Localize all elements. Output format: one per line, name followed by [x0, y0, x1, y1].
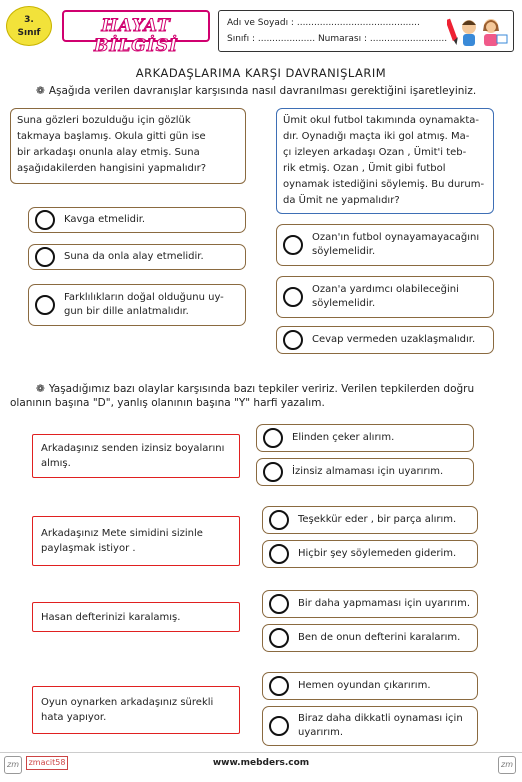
footer-divider	[0, 752, 522, 753]
option-text: söylemelidir.	[312, 298, 376, 309]
situation-box	[32, 602, 240, 632]
situation-text: Arkadaşınız Mete simidini sizinle	[41, 528, 203, 539]
children-illustration-icon	[447, 13, 509, 49]
answer-circle[interactable]	[35, 247, 55, 267]
option-text: söylemelidir.	[312, 246, 376, 257]
answer-circle[interactable]	[263, 428, 283, 448]
reaction-option[interactable]	[256, 424, 474, 452]
story-line: dır. Oynadığı maçta iki gol atmış. Ma-	[283, 131, 470, 142]
option-text: gun bir dille anlatmalıdır.	[64, 306, 189, 317]
answer-circle[interactable]	[269, 594, 289, 614]
story-line: çı izleyen arkadaşı Ozan , Ümit'i teb-	[283, 147, 467, 158]
option-text: Cevap vermeden uzaklaşmalıdır.	[312, 334, 476, 345]
story-box-right	[276, 108, 494, 214]
class-label: Sınıfı :	[227, 34, 255, 44]
section1-instruction	[36, 84, 522, 98]
situation-box	[32, 516, 240, 566]
answer-circle[interactable]	[269, 716, 289, 736]
option-text: Kavga etmelidir.	[64, 214, 146, 225]
reaction-option[interactable]	[262, 590, 478, 618]
situation-text: hata yapıyor.	[41, 712, 107, 723]
name-line	[227, 18, 420, 28]
corner-logo-right: zm	[498, 756, 516, 774]
option-text: Ozan'a yardımcı olabileceğini	[312, 284, 459, 295]
reaction-text: Biraz daha dikkatli oynaması için	[298, 713, 463, 724]
situation-text: almış.	[41, 458, 71, 469]
story-line: da Ümit ne yapmalıdır?	[283, 195, 400, 206]
answer-circle[interactable]	[35, 210, 55, 230]
situation-box	[32, 686, 240, 734]
answer-option[interactable]	[276, 224, 494, 266]
option-text: Suna da onla alay etmelidir.	[64, 251, 204, 262]
name-label: Adı ve Soyadı :	[227, 18, 294, 28]
answer-circle[interactable]	[283, 287, 303, 307]
corner-logo-left: zm	[4, 756, 22, 774]
number-field[interactable]: ...........................	[369, 34, 448, 44]
reaction-option[interactable]	[262, 506, 478, 534]
answer-circle[interactable]	[283, 235, 303, 255]
reaction-option[interactable]	[262, 624, 478, 652]
grade-number: 3.	[24, 15, 34, 25]
reaction-option[interactable]	[262, 540, 478, 568]
section1-instruction-text: Aşağıda verilen davranışlar karşısında nasıl davranılması gerektiğini işaretleyiniz.	[48, 85, 477, 97]
story-line: bir arkadaşı onunla alay etmiş. Suna	[17, 147, 200, 158]
situation-text: Oyun oynarken arkadaşınız sürekli	[41, 697, 214, 708]
number-label: Numarası :	[317, 34, 367, 44]
grade-badge	[6, 6, 52, 46]
subject-title: HAYAT BİLGİSİ	[94, 16, 178, 56]
reaction-text: Ben de onun defterini karalarım.	[298, 632, 461, 643]
reaction-text: Bir daha yapmaması için uyarırım.	[298, 598, 471, 609]
situation-text: Hasan defterinizi karalamış.	[41, 611, 181, 623]
reaction-text: Elinden çeker alırım.	[292, 432, 395, 443]
flower-bullet-icon: ❁	[36, 85, 45, 97]
reaction-option[interactable]	[262, 672, 478, 700]
reaction-text: Hemen oyundan çıkarırım.	[298, 680, 431, 691]
subject-title-box	[62, 10, 210, 56]
flower-bullet-icon: ❁	[36, 383, 45, 395]
answer-circle[interactable]	[283, 330, 303, 350]
answer-option[interactable]	[28, 284, 246, 326]
answer-option[interactable]	[28, 244, 246, 270]
worksheet-title: ARKADAŞLARIMA KARŞI DAVRANIŞLARIM	[135, 66, 387, 80]
answer-circle[interactable]	[269, 628, 289, 648]
answer-circle[interactable]	[269, 676, 289, 696]
reaction-option[interactable]	[256, 458, 474, 486]
grade-label: Sınıf	[17, 28, 41, 38]
answer-circle[interactable]	[263, 462, 283, 482]
footer-url[interactable]: www.mebders.com	[212, 758, 310, 768]
class-number-line	[227, 34, 447, 44]
class-field[interactable]: ....................	[257, 34, 316, 44]
section2-instruction-text: olanının başına "D", yanlış olanının başına "Y" harfi yazalım.	[10, 397, 325, 409]
reaction-option[interactable]	[262, 706, 478, 746]
answer-circle[interactable]	[269, 510, 289, 530]
situation-text: paylaşmak istiyor .	[41, 543, 136, 554]
story-box-left	[10, 108, 246, 184]
section2-instruction	[10, 382, 512, 410]
reaction-text: Hiçbir şey söylemeden giderim.	[298, 548, 457, 559]
story-line: Suna gözleri bozulduğu için gözlük	[17, 115, 191, 126]
option-text: Ozan'ın futbol oynayamayacağını	[312, 232, 480, 243]
story-line: Ümit okul futbol takımında oynamakta-	[283, 115, 479, 126]
section2-instruction-text: Yaşadığımız bazı olaylar karşısında bazı tepkiler veririz. Verilen tepkilerden doğru	[48, 383, 475, 395]
name-field[interactable]: ...........................................	[296, 18, 420, 28]
answer-option[interactable]	[28, 207, 246, 233]
story-line: rik etmiş. Ozan , Ümit gibi futbol	[283, 163, 446, 174]
story-line: aşağıdakilerden hangisini yapmalıdır?	[17, 163, 207, 174]
answer-circle[interactable]	[269, 544, 289, 564]
situation-text: Arkadaşınız senden izinsiz boyalarını	[41, 443, 225, 454]
student-info-box	[218, 10, 514, 52]
reaction-text: İzinsiz almaması için uyarırım.	[292, 466, 444, 477]
reaction-text: uyarırım.	[298, 727, 344, 738]
option-text: Farklılıkların doğal olduğunu uy-	[64, 292, 224, 303]
story-line: takmaya başlamış. Okula gitti gün ise	[17, 131, 206, 142]
reaction-text: Teşekkür eder , bir parça alırım.	[298, 514, 457, 525]
situation-box	[32, 434, 240, 478]
footer-code: zmacit58	[26, 756, 68, 770]
story-line: oynamak istediğini söylemiş. Bu durum-	[283, 179, 485, 190]
answer-circle[interactable]	[35, 295, 55, 315]
answer-option[interactable]	[276, 276, 494, 318]
answer-option[interactable]	[276, 326, 494, 354]
